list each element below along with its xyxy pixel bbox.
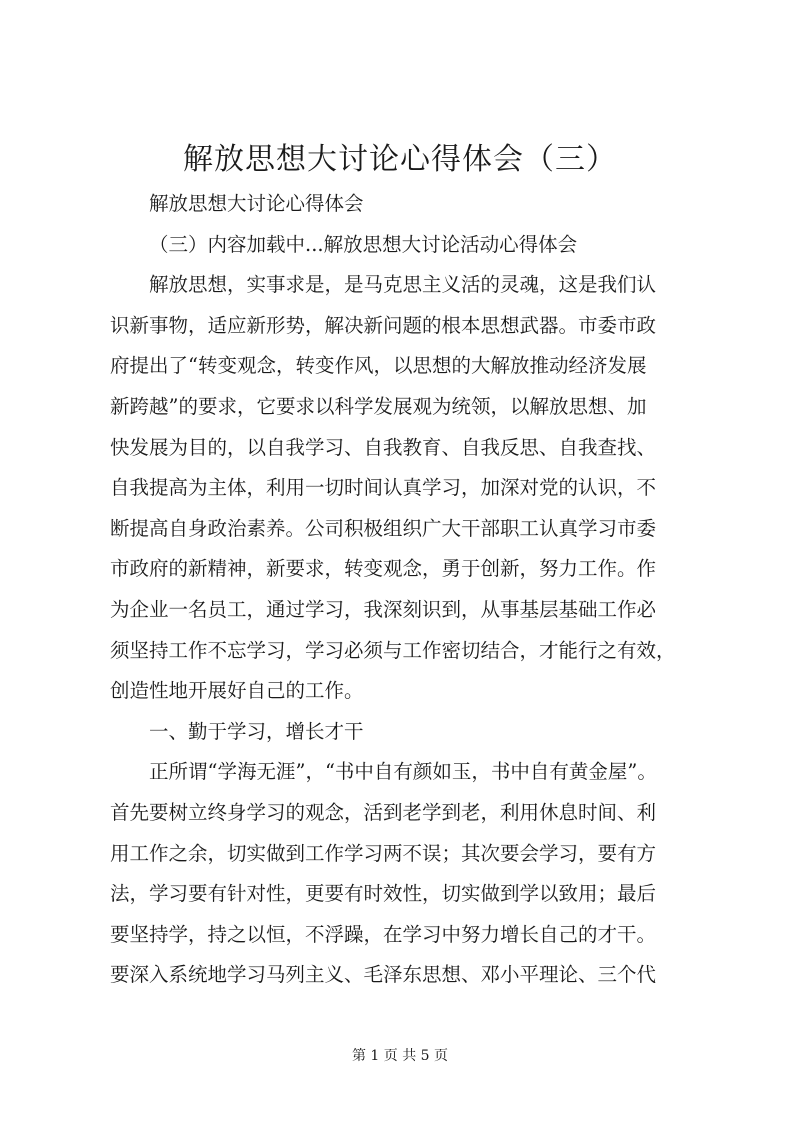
body-line: 正所谓“学海无涯”，“书中自有颜如玉，书中自有黄金屋”。: [149, 760, 657, 784]
body-line: 一、勤于学习，增长才干: [149, 719, 364, 743]
body-line: 要坚持学，持之以恒，不浮躁，在学习中努力增长自己的才干。: [110, 922, 657, 946]
body-line: 创造性地开展好自己的工作。: [110, 679, 364, 703]
body-line: 断提高自身政治素养。公司积极组织广大干部职工认真学习市委: [110, 516, 657, 540]
body-line: 快发展为目的，以自我学习、自我教育、自我反思、自我查找、: [110, 435, 657, 459]
document-title: 解放思想大讨论心得体会（三）: [183, 142, 617, 177]
body-line: 首先要树立终身学习的观念，活到老学到老，利用休息时间、利: [110, 800, 657, 824]
body-line: 为企业一名员工，通过学习，我深刻识到，从事基层基础工作必: [110, 597, 657, 621]
body-line: 要深入系统地学习马列主义、毛泽东思想、邓小平理论、三个代: [110, 963, 657, 987]
body-line: 市政府的新精神，新要求，转变观念，勇于创新，努力工作。作: [110, 557, 657, 581]
body-line: 自我提高为主体，利用一切时间认真学习，加深对党的认识，不: [110, 476, 657, 500]
body-line: 府提出了“转变观念，转变作风，以思想的大解放推动经济发展: [110, 354, 647, 378]
body-line: 解放思想，实事求是，是马克思主义活的灵魂，这是我们认: [149, 273, 657, 297]
page-footer: 第 1 页 共 5 页: [351, 1048, 449, 1064]
body-line: 须坚持工作不忘学习，学习必须与工作密切结合，才能行之有效，: [110, 638, 676, 662]
body-line: 识新事物，适应新形势，解决新问题的根本思想武器。市委市政: [110, 313, 657, 337]
body-line: 新跨越”的要求，它要求以科学发展观为统领，以解放思想、加: [110, 394, 647, 418]
body-line: 用工作之余，切实做到工作学习两不误；其次要会学习，要有方: [110, 841, 657, 865]
body-line: 解放思想大讨论心得体会: [149, 192, 364, 215]
body-line: 法，学习要有针对性，更要有时效性，切实做到学以致用；最后: [110, 882, 657, 906]
document-body: [110, 184, 710, 996]
body-line: （三）内容加载中...解放思想大讨论活动心得体会: [149, 232, 578, 256]
